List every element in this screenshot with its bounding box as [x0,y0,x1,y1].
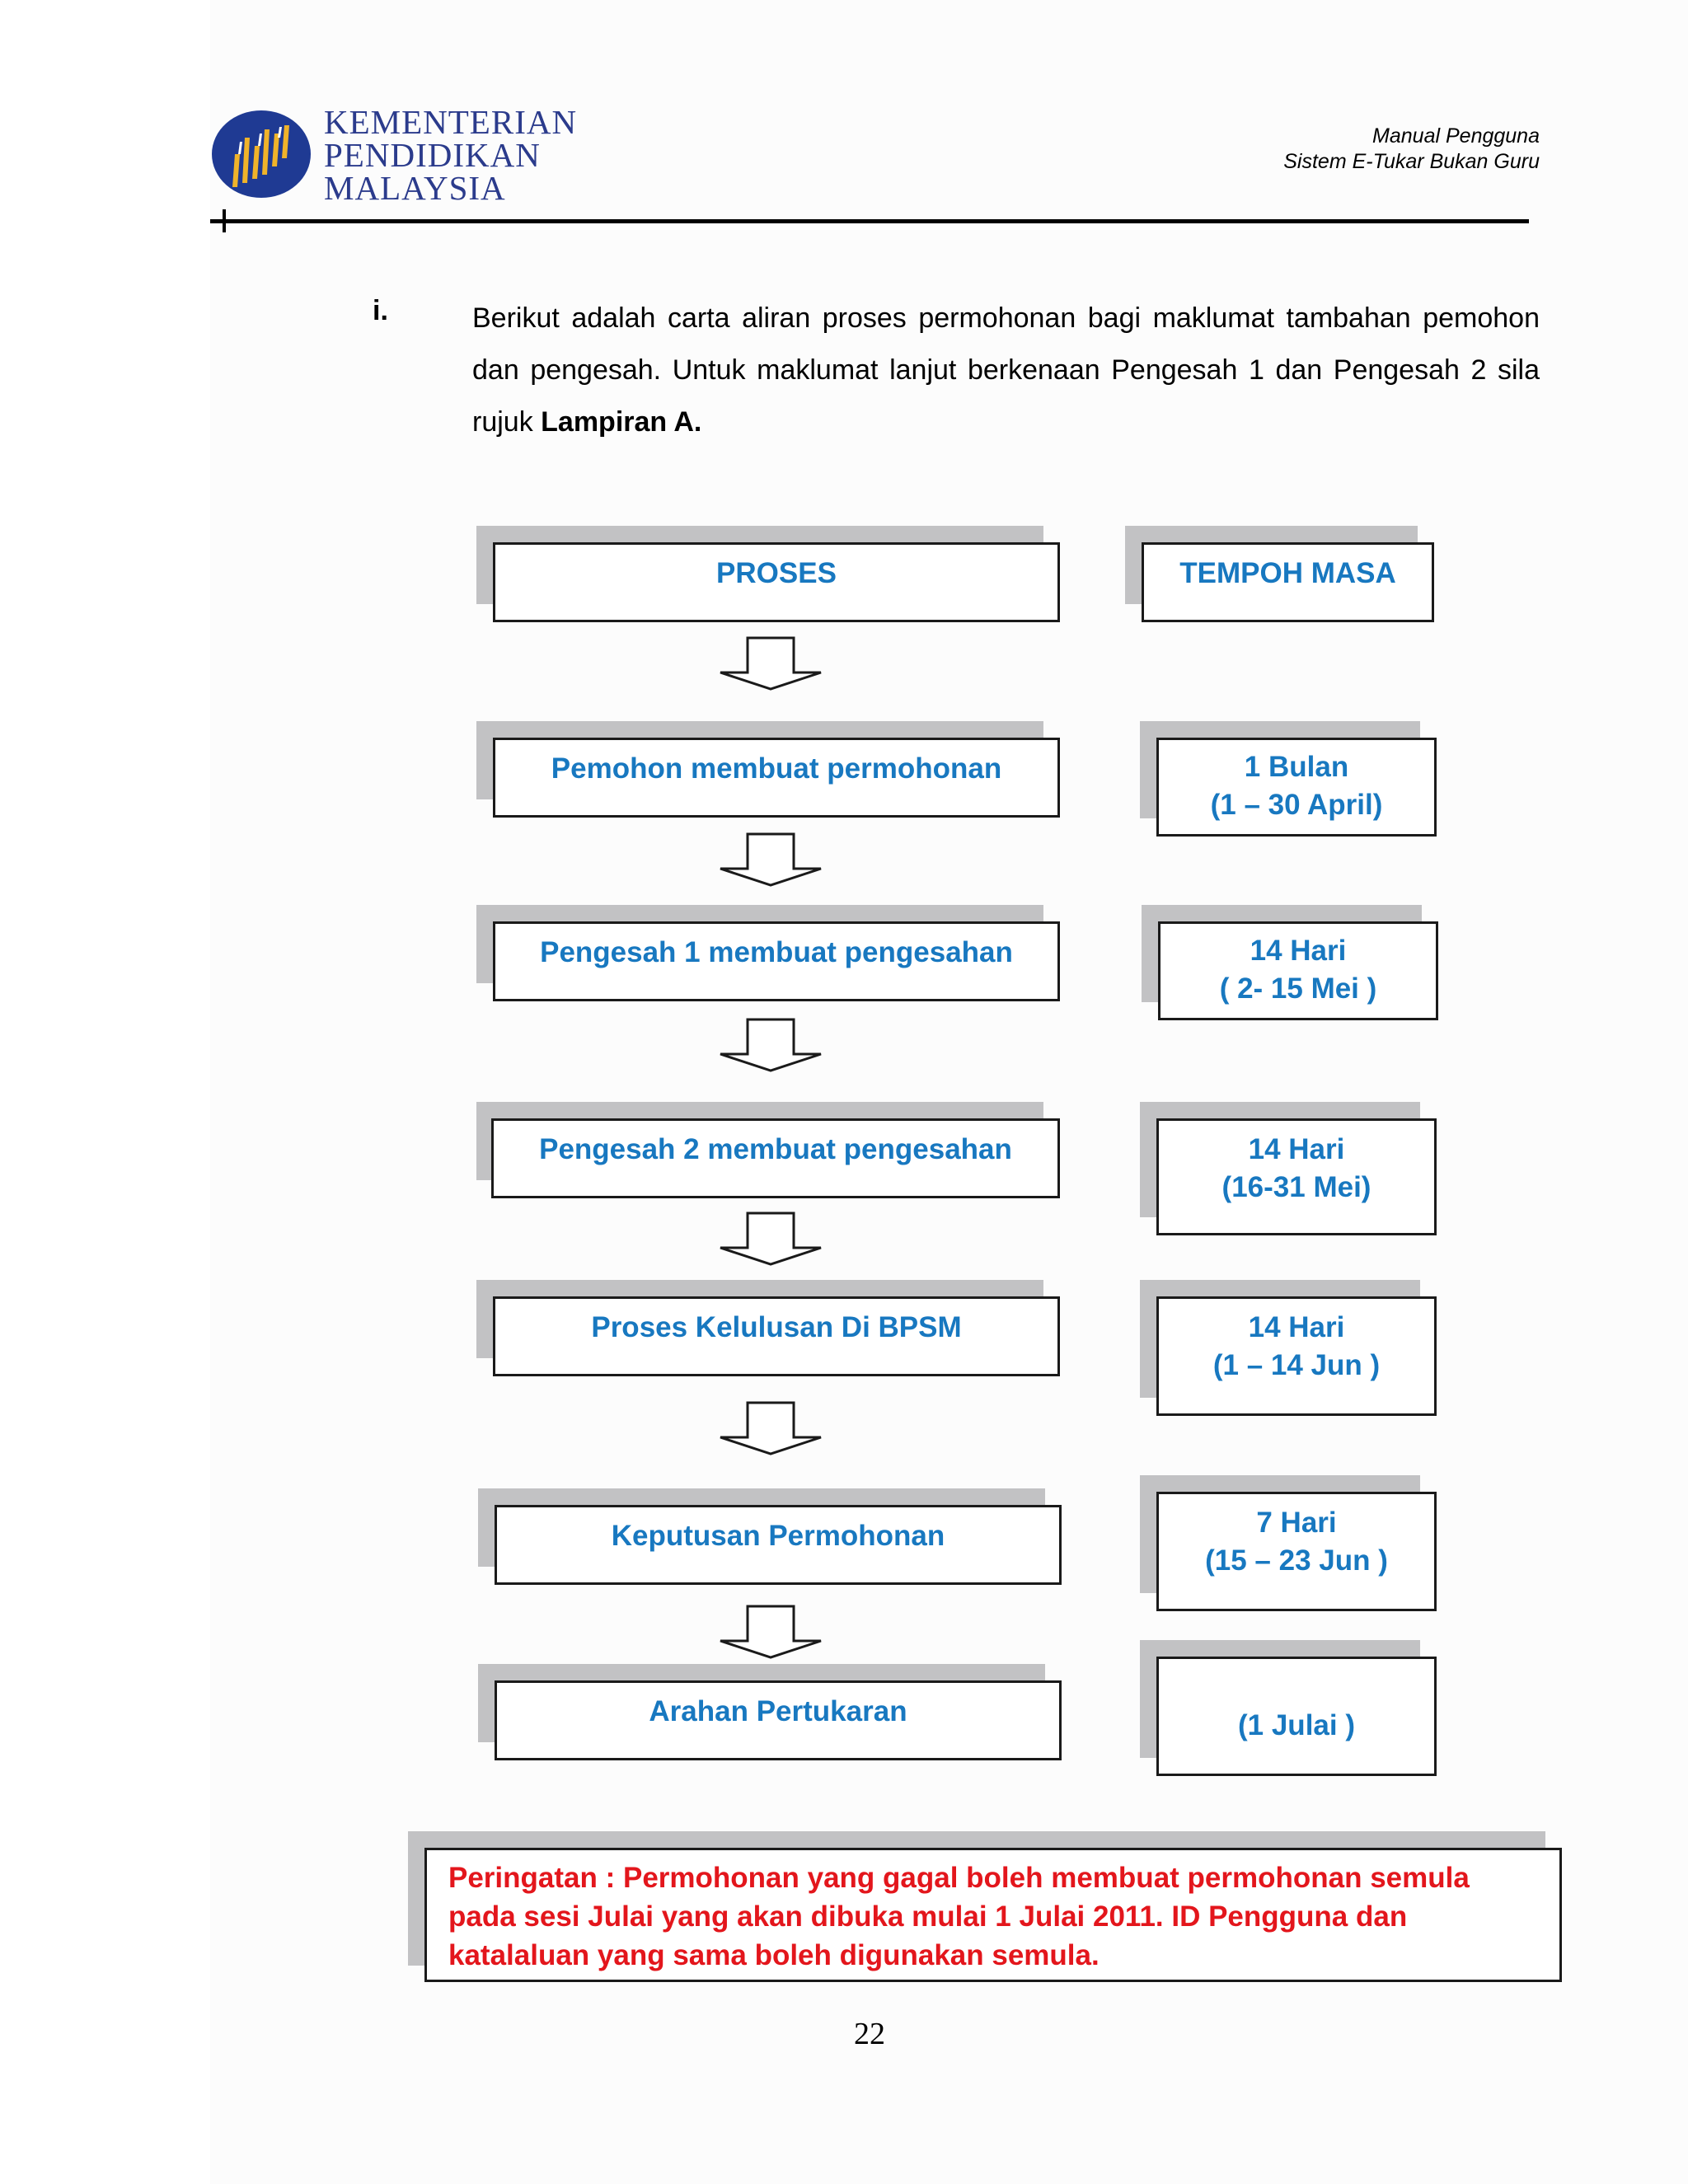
ministry-name [324,103,578,207]
intro-text: Berikut adalah carta aliran proses permohonan bagi maklumat tambahan pemohon dan pengesah. Untuk maklumat lanjut berkenaan Pengesah 1 dan Pengesah 2 sila rujuk [472,302,1540,438]
step-1-duration: 1 Bulan [1244,751,1349,783]
step-4-dates: (1 – 14 Jun ) [1212,1349,1381,1381]
down-arrow-icon [717,636,824,691]
step-6-time [1156,1657,1437,1776]
header-divider-tick [223,209,226,232]
step-5-process-label: Keputusan Permohonan [611,1520,945,1552]
document-subtitle: Sistem E-Tukar Bukan Guru [1283,150,1540,173]
warning-box [424,1848,1562,1982]
step-3-process [491,1118,1060,1198]
time-header [1142,542,1434,622]
step-1-process-label: Pemohon membuat permohonan [551,752,1002,785]
step-1-time [1156,738,1437,837]
step-1-dates: (1 – 30 April) [1210,789,1383,821]
step-3-process-label: Pengesah 2 membuat pengesahan [539,1133,1012,1165]
down-arrow-icon [717,1018,824,1072]
document-header [1283,124,1540,175]
intro-item-number: i. [373,295,388,326]
intro-paragraph [472,293,1540,448]
ministry-logo [210,103,578,207]
step-6-duration [1159,1669,1434,1707]
step-1-process [493,738,1060,818]
step-2-process [493,921,1060,1001]
logo-line-2: PENDIDIKAN [324,136,541,174]
step-4-duration: 14 Hari [1248,1311,1345,1343]
page-number: 22 [854,2017,885,2051]
logo-line-1: KEMENTERIAN [324,103,578,141]
ministry-emblem-icon [210,109,316,199]
process-header [493,542,1060,622]
step-5-dates: (15 – 23 Jun ) [1205,1544,1388,1577]
header-divider [210,219,1529,223]
step-3-dates: (16-31 Mei) [1221,1171,1372,1203]
down-arrow-icon [717,1605,824,1659]
step-6-dates: (1 Julai ) [1238,1709,1355,1741]
step-6-process-label: Arahan Pertukaran [649,1695,907,1727]
step-2-process-label: Pengesah 1 membuat pengesahan [540,936,1013,968]
intro-reference: Lampiran A. [541,406,702,438]
step-2-time [1158,921,1438,1020]
time-header-label: TEMPOH MASA [1179,557,1396,589]
step-6-process [495,1680,1062,1760]
step-5-time [1156,1492,1437,1611]
step-3-duration: 14 Hari [1248,1133,1345,1165]
step-4-process [493,1296,1060,1376]
step-5-duration: 7 Hari [1256,1507,1337,1539]
step-4-process-label: Proses Kelulusan Di BPSM [591,1311,962,1343]
down-arrow-icon [717,1212,824,1266]
warning-text: Peringatan : Permohonan yang gagal boleh membuat permohonan semula pada sesi Julai yang akan dibuka mulai 1 Julai 2011. ID Pengguna dan katalaluan yang sama boleh digunakan semula. [448,1862,1470,1971]
down-arrow-icon [717,832,824,887]
step-3-time [1156,1118,1437,1235]
step-2-duration: 14 Hari [1250,935,1347,967]
document-title: Manual Pengguna [1372,124,1540,148]
down-arrow-icon [717,1401,824,1455]
step-5-process [495,1505,1062,1585]
step-4-time [1156,1296,1437,1416]
process-header-label: PROSES [716,557,837,589]
step-2-dates: ( 2- 15 Mei ) [1219,972,1377,1005]
logo-line-3: MALAYSIA [324,169,506,207]
